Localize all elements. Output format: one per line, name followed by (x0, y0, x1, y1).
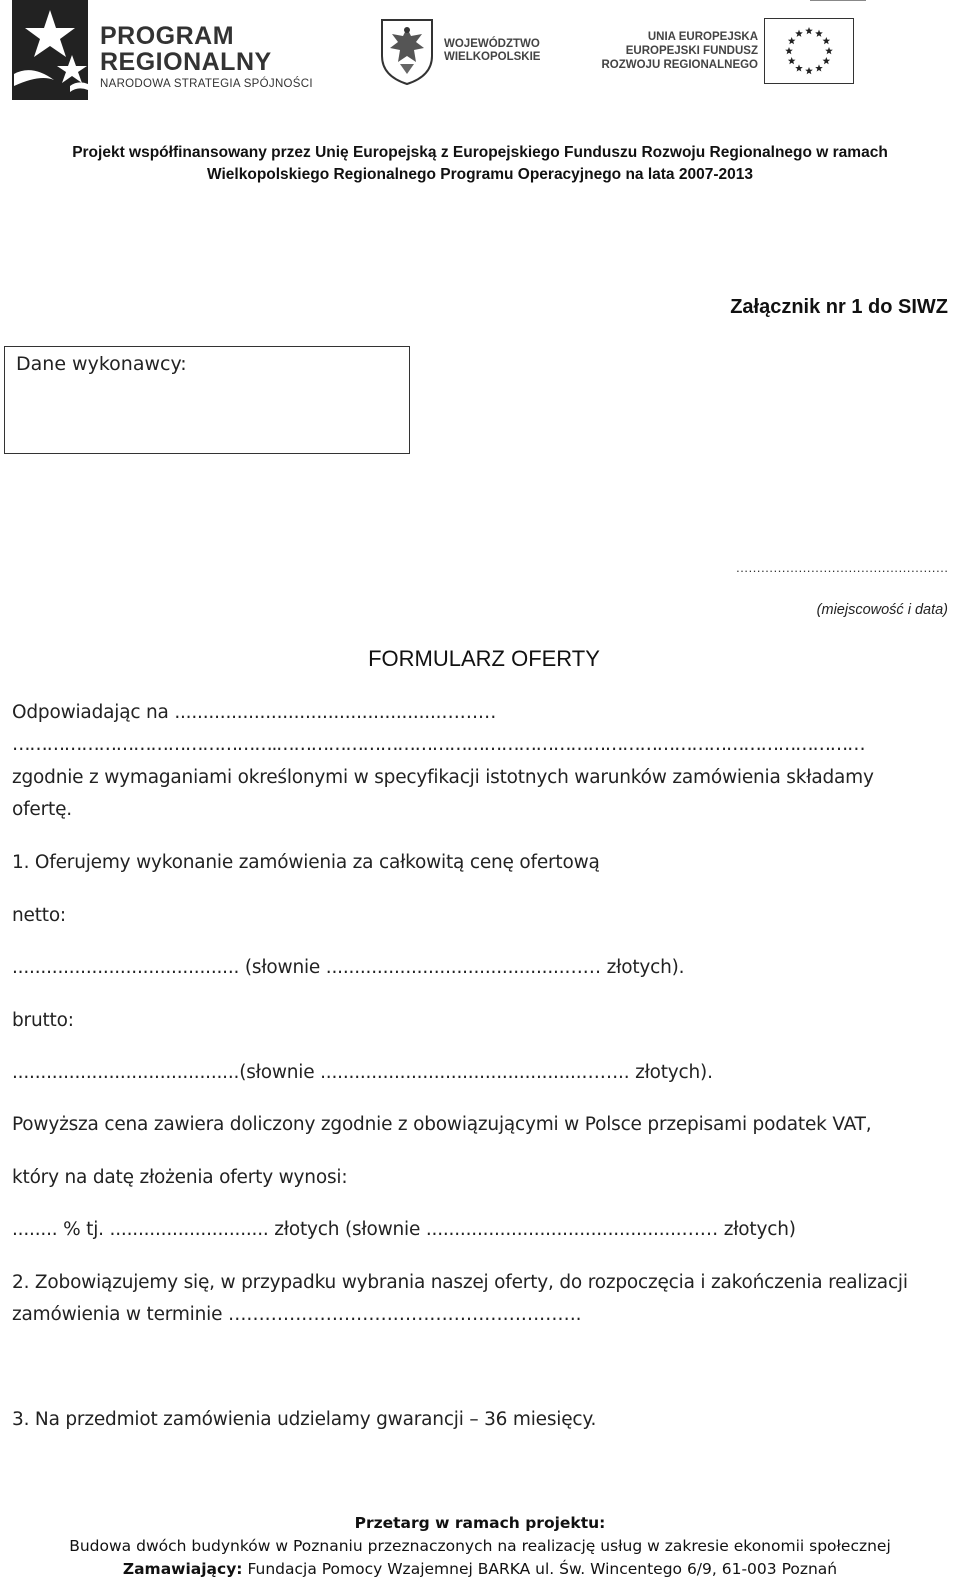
eu-star-icon (795, 30, 803, 37)
brutto-label: brutto: (12, 1010, 74, 1031)
program-logo-line2: REGIONALNY (100, 48, 272, 76)
eu-star-icon (795, 64, 803, 71)
netto-label: netto: (12, 905, 66, 926)
footer-orderer-label: Zamawiający: (122, 1560, 243, 1578)
program-regionalny-logo (10, 0, 320, 100)
footer-line2: Budowa dwóch budynków w Poznaniu przeznaczonych na realizację usług w zakresie ekonomii społecznej (69, 1537, 891, 1555)
eu-star-icon (788, 37, 796, 44)
eagle-shield-icon (378, 16, 436, 86)
item2-line2: zamówienia w terminie …………………………………………………. (12, 1304, 582, 1325)
offer-line: 1. Oferujemy wykonanie zamówienia za całkowitą cenę ofertową (12, 852, 600, 873)
eu-logo (596, 16, 866, 86)
contractor-data-box[interactable] (4, 346, 410, 454)
place-date-label: (miejscowość i data) (816, 602, 948, 618)
eu-star-icon (823, 37, 831, 44)
program-logo-line3: NARODOWA STRATEGIA SPÓJNOŚCI (100, 78, 313, 90)
eu-star-icon (815, 30, 823, 37)
eu-logo-line2: EUROPEJSKI FUNDUSZ (625, 45, 758, 57)
eu-star-icon (785, 47, 793, 54)
eu-star-icon (825, 47, 833, 54)
funding-line1: Projekt współfinansowany przez Unię Europejską z Europejskiego Funduszu Rozwoju Regionalnego w ramach (72, 144, 888, 161)
region-logo-line1: WOJEWÓDZTWO (444, 38, 540, 50)
header-rule (810, 0, 866, 1)
brutto-line: ........................................(słownie ..............................................…….. złotych). (12, 1062, 713, 1083)
eu-star-icon (805, 67, 813, 74)
footer-line1: Przetarg w ramach projektu: (354, 1514, 606, 1532)
requirements-line1: zgodnie z wymaganiami określonymi w specyfikacji istotnych warunków zamówienia składamy (12, 767, 874, 788)
eu-logo-line1: UNIA EUROPEJSKA (647, 31, 758, 43)
funding-line2: Wielkopolskiego Regionalnego Programu Operacyjnego na lata 2007-2013 (207, 166, 753, 183)
eu-star-icon (805, 27, 813, 34)
contractor-label: Dane wykonawcy: (16, 353, 187, 375)
program-logo-line1: PROGRAM (100, 22, 235, 50)
eu-star-icon (788, 57, 796, 64)
vat-amount-line: ........ % tj. ............................ złotych (słownie .............................................…… złotych) (12, 1219, 796, 1240)
eu-star-icon (815, 64, 823, 71)
footer-orderer-text: Fundacja Pomocy Wzajemnej BARKA ul. Św. Wincentego 6/9, 61-003 Poznań (242, 1560, 838, 1578)
region-logo-line2: WIELKOPOLSKIE (444, 51, 541, 63)
form-title: FORMULARZ OFERTY (368, 646, 600, 671)
place-date-dots: …………………………………………… (735, 560, 948, 575)
dots-line: ……………………………………….………………………………………………………………………………………… (12, 734, 865, 755)
vat-line2: który na datę złożenia oferty wynosi: (12, 1167, 348, 1188)
responding-line: Odpowiadając na ...............................................……… (12, 702, 497, 723)
netto-line: ........................................ (słownie ..........................................…… złotych). (12, 957, 685, 978)
item2-line1: 2. Zobowiązujemy się, w przypadku wybrania naszej oferty, do rozpoczęcia i zakończenia realizacji (12, 1272, 908, 1293)
eu-logo-line3: ROZWOJU REGIONALNEGO (601, 59, 758, 71)
wielkopolska-logo (378, 16, 558, 86)
eu-flag-icon (764, 18, 854, 84)
footer-line3 (0, 1560, 960, 1578)
eu-star-icon (823, 57, 831, 64)
requirements-line2: ofertę. (12, 799, 72, 820)
program-regionalny-emblem-icon (10, 0, 90, 100)
vat-line1: Powyższa cena zawiera doliczony zgodnie z obowiązującymi w Polsce przepisami podatek VAT, (12, 1114, 872, 1135)
item3-line: 3. Na przedmiot zamówienia udzielamy gwarancji – 36 miesięcy. (12, 1409, 597, 1430)
annex-title: Załącznik nr 1 do SIWZ (730, 296, 948, 318)
